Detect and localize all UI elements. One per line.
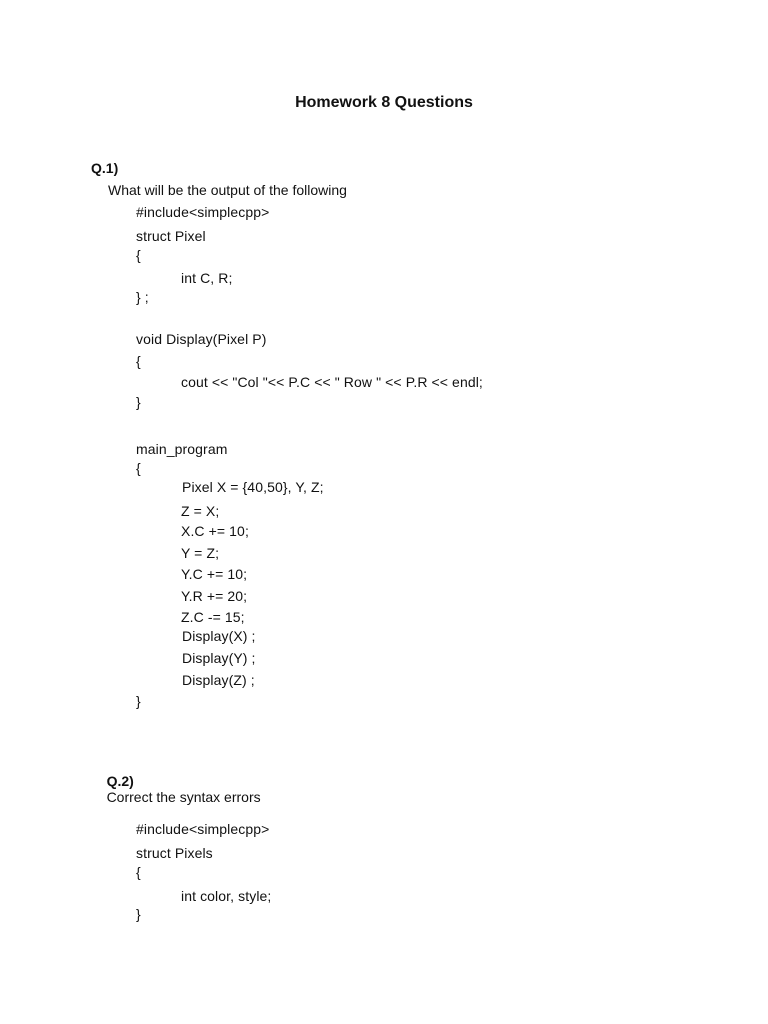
code-line: #include<simplecpp> [136, 821, 270, 837]
code-line: main_program [136, 441, 228, 457]
code-line: Z = X; [181, 503, 220, 519]
code-line: Z.C -= 15; [181, 609, 245, 625]
code-line: Display(X) ; [182, 628, 256, 644]
code-line: { [136, 353, 141, 369]
code-line: struct Pixel [136, 228, 206, 244]
code-line: Y = Z; [181, 545, 220, 561]
code-line: void Display(Pixel P) [136, 331, 267, 347]
code-line: Display(Y) ; [182, 650, 256, 666]
page-title: Homework 8 Questions [295, 94, 473, 111]
code-line: #include<simplecpp> [136, 204, 270, 220]
q1-prompt: What will be the output of the following [108, 182, 347, 198]
code-line: int color, style; [181, 888, 272, 904]
code-line: { [136, 460, 141, 476]
code-line: Pixel X = {40,50}, Y, Z; [182, 479, 324, 495]
q2-label: Q.2) [106, 773, 134, 789]
code-line: { [136, 864, 141, 880]
q2-prompt: Correct the syntax errors [106, 789, 261, 805]
code-line: } [136, 394, 141, 410]
code-line: { [136, 247, 141, 263]
code-line: int C, R; [181, 270, 233, 286]
code-line: cout << "Col "<< P.C << " Row " << P.R << endl; [181, 374, 483, 390]
code-line: X.C += 10; [181, 523, 249, 539]
code-line: } [136, 693, 141, 709]
code-line: Y.C += 10; [181, 566, 248, 582]
q1-label: Q.1) [91, 160, 119, 176]
code-line: Display(Z) ; [182, 672, 255, 688]
code-line: Y.R += 20; [181, 588, 248, 604]
q2-heading [91, 757, 261, 821]
code-line: } [136, 906, 141, 922]
code-line: } ; [136, 289, 149, 305]
code-line: struct Pixels [136, 845, 213, 861]
